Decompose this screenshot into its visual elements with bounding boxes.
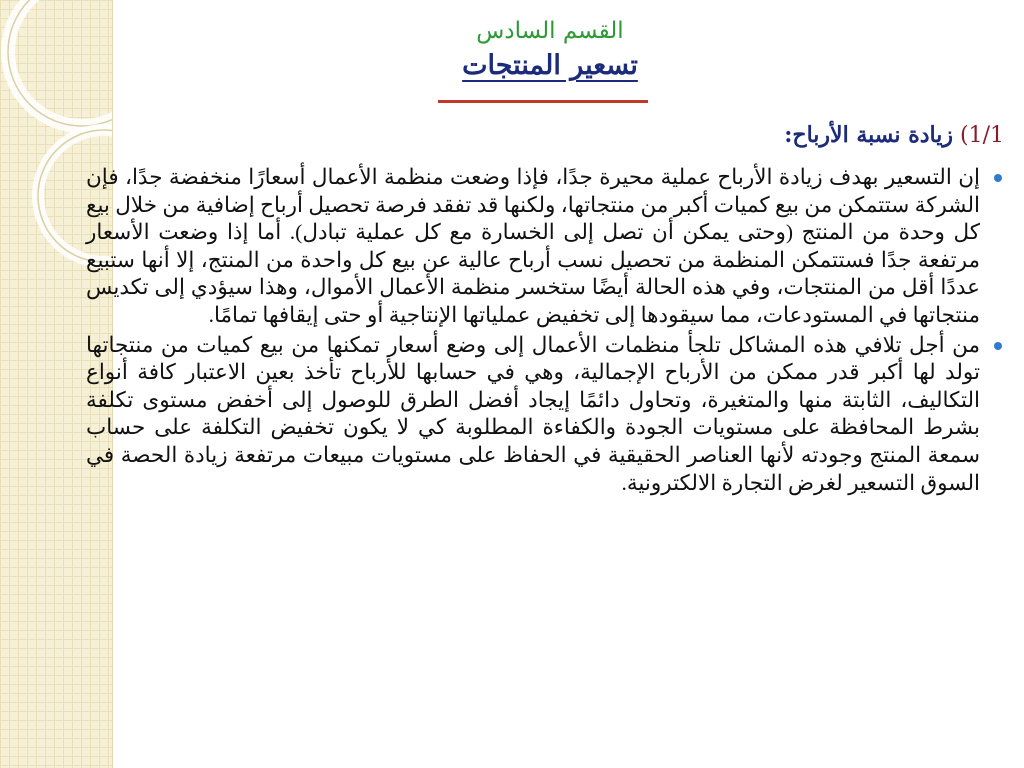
subheading: [404, 118, 1004, 153]
decorative-circle-top: [8, 0, 112, 126]
subheading-text: زيادة نسبة الأرباح:: [784, 122, 953, 148]
bullet-dot-icon: [994, 342, 1002, 350]
title-underline: [438, 100, 648, 103]
bullet-dot-icon: [994, 174, 1002, 182]
main-title: تسعير المنتجات: [462, 50, 638, 81]
slide-header: [300, 14, 800, 84]
paragraph-text-1: إن التسعير بهدف زيادة الأرباح عملية محيرة جدًا، فإذا وضعت منظمة الأعمال أسعارًا منخفضة جدًا، فإن الشركة ستتمكن من بيع كميات أكبر من منتجاتها، ولكنها قد تفقد فرصة تحصيل أرباح إضافية من خلال بيع كل وحدة من المنتج (وحتى يمكن أن تصل إلى الخسارة مع كل عملية تبادل). أما إذا وضعت الأسعار مرتفعة جدًا فستتمكن المنظمة من تحصيل نسب أرباح عالية عن بيع كل واحدة من المنتج، إلا أنها ستبيع عددًا أقل من المنتجات، وفي هذه الحالة أيضًا ستخسر منظمة الأعمال الأموال، وهذا سيؤدي إلى تكديس منتجاتها في المستودعات، مما سيقودها إلى تخفيض عملياتها الإنتاجية أو حتى إيقافها تمامًا.: [86, 165, 980, 327]
subheading-number: 1/1): [960, 123, 1004, 148]
bullet-paragraph-2: [86, 332, 1006, 498]
paragraph-text-2: من أجل تلافي هذه المشاكل تلجأ منظمات الأعمال إلى وضع أسعار تمكنها من بيع كميات من منتجاتها تولد لها أكبر قدر ممكن من الأرباح الإجمالية، وهي في حسابها للأرباح تأخذ بعين الاعتبار كافة أنواع التكاليف، الثابتة منها والمتغيرة، وتحاول دائمًا إيجاد أفضل الطرق للوصول إلى أخفض مستوى تكلفة بشرط المحافظة على مستويات الجودة والكفاءة المطلوبة كي لا يكون تخفيض التكلفة على حساب سمعة المنتج وجودته لأنها العناصر الحقيقية في الحفاظ على مستويات مبيعات مرتفعة زيادة الحصة في السوق التسعير لغرض التجارة الالكترونية.: [86, 332, 980, 495]
section-title: القسم السادس: [476, 18, 624, 44]
slide-body: [86, 164, 1006, 499]
bullet-paragraph-1: [86, 164, 1006, 330]
